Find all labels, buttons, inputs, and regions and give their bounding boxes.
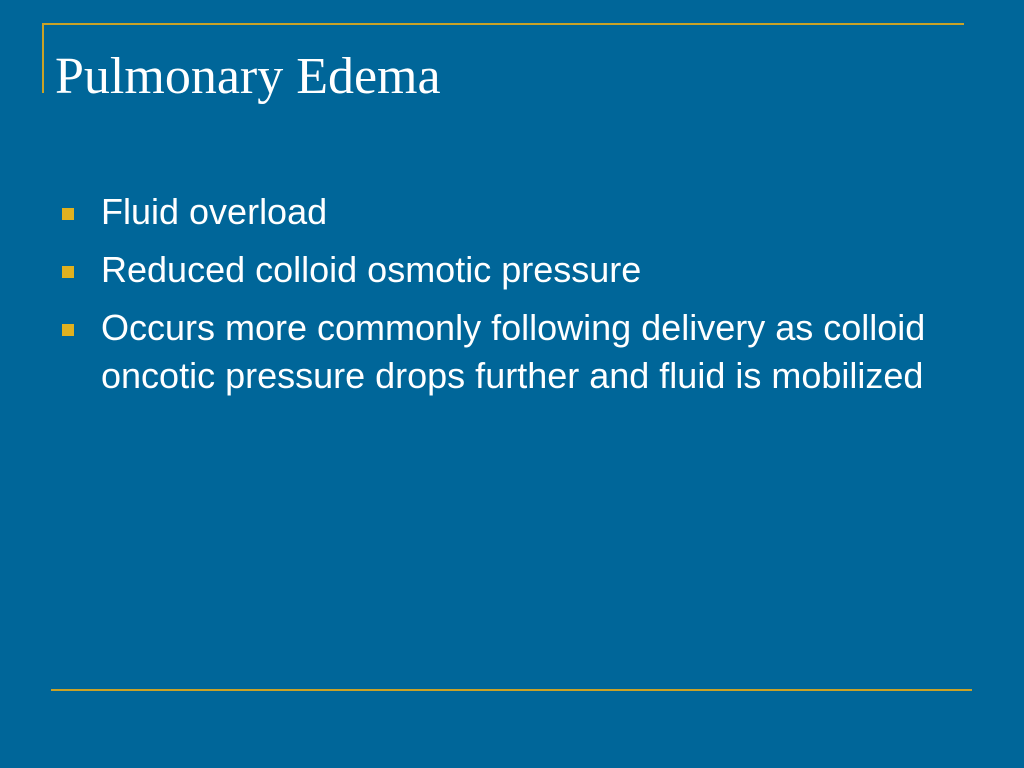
bullet-text: Fluid overload (101, 191, 328, 232)
bullet-text: Occurs more commonly following delivery as colloid oncotic pressure drops further and fluid is mobilized (101, 307, 926, 396)
square-bullet-icon (62, 324, 74, 336)
bullet-item (62, 188, 962, 236)
square-bullet-icon (62, 266, 74, 278)
footer-divider-line (51, 689, 972, 691)
bullet-item (62, 304, 962, 400)
bullet-list (62, 188, 962, 410)
slide-title: Pulmonary Edema (55, 48, 441, 105)
bullet-item (62, 246, 962, 294)
bullet-text: Reduced colloid osmotic pressure (101, 249, 642, 290)
title-frame-top-line (42, 23, 964, 25)
title-frame-left-line (42, 23, 44, 93)
square-bullet-icon (62, 208, 74, 220)
